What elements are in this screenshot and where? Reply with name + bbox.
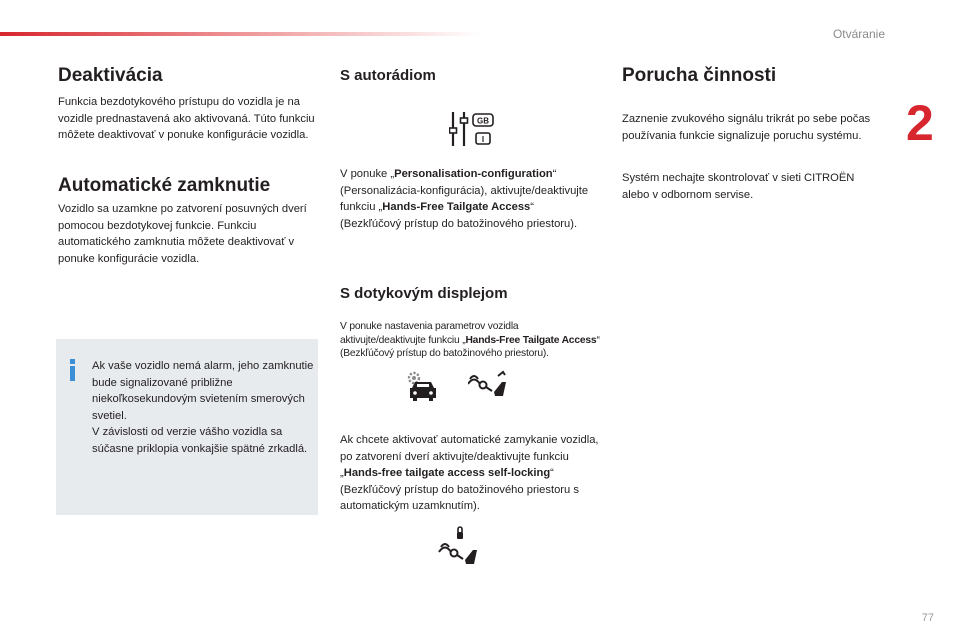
touchscreen-text: V ponuke nastavenia parametrov vozidla aktivujte/deaktivujte funkciu „Hands-Free Tailgate Access“ (Bezkľúčový prístup do batožinového priestoru). xyxy=(340,321,600,359)
porucha-text-2: Systém nechajte skontrolovať v sieti CITROËN alebo v odbornom servise. xyxy=(622,172,855,201)
info-text-2: V závislosti od verzie vášho vozidla sa súčasne priklopia vonkajšie spätné zrkadlá. xyxy=(92,426,308,455)
porucha-text-1: Zaznenie zvukového signálu trikrát po sebe počas používania funkcie signalizuje poruchu systému. xyxy=(622,113,871,142)
gb-label: GB xyxy=(477,116,489,126)
hands-free-tailgate-icon xyxy=(468,370,510,400)
autoradio-text: V ponuke „Personalisation-configuration“ (Personalizácia-konfigurácia), aktivujte/deaktivujte funkciu „Hands-Free Tailgate Access“ (Bezkľúčový prístup do batožinového priestoru). xyxy=(340,168,589,230)
auto-locking-text: Ak chcete aktivovať automatické zamykanie vozidla, po zatvorení dverí aktivujte/deaktivujte funkciu „Hands-free tailgate access self-locking“ (Bezkľúčový prístup do batožinového priestoru s automatickým uzamknutím). xyxy=(340,434,599,512)
heading-deaktivacia: Deaktivácia xyxy=(58,65,163,86)
vehicle-settings-icon xyxy=(406,370,440,404)
heading-s-dotykovym-displejom: S dotykovým displejom xyxy=(340,285,508,302)
heading-s-autoradiom: S autorádiom xyxy=(340,67,436,84)
i-label: I xyxy=(481,135,485,144)
auto-lock-text: Vozidlo sa uzamkne po zatvorení posuvných dverí pomocou bezdotykovej funkcie. Funkciu automatického zamknutia môžete deaktivovať v ponuke konfigurácie vozidla. xyxy=(58,203,307,265)
info-text-1: Ak vaše vozidlo nemá alarm, jeho zamknutie bude signalizované približne niekoľkosekundovým svietením smerových svetiel. xyxy=(92,360,314,422)
radio-settings-icon xyxy=(449,110,495,148)
section-title: Otváranie xyxy=(832,27,885,41)
page-number: 77 xyxy=(921,612,934,624)
chapter-number: 2 xyxy=(906,95,934,151)
heading-porucha-cinnosti: Porucha činnosti xyxy=(622,65,777,86)
deaktivacia-text: Funkcia bezdotykového prístupu do vozidla je na vozidle prednastavená ako aktivovaná. Túto funkciu môžete deaktivovať v ponuke konfigurácie vozidla. xyxy=(58,96,315,141)
tailgate-self-locking-icon xyxy=(438,526,482,566)
header-accent-bar xyxy=(0,32,480,36)
heading-automaticke-zamknutie: Automatické zamknutie xyxy=(58,175,271,196)
info-icon xyxy=(68,359,78,381)
